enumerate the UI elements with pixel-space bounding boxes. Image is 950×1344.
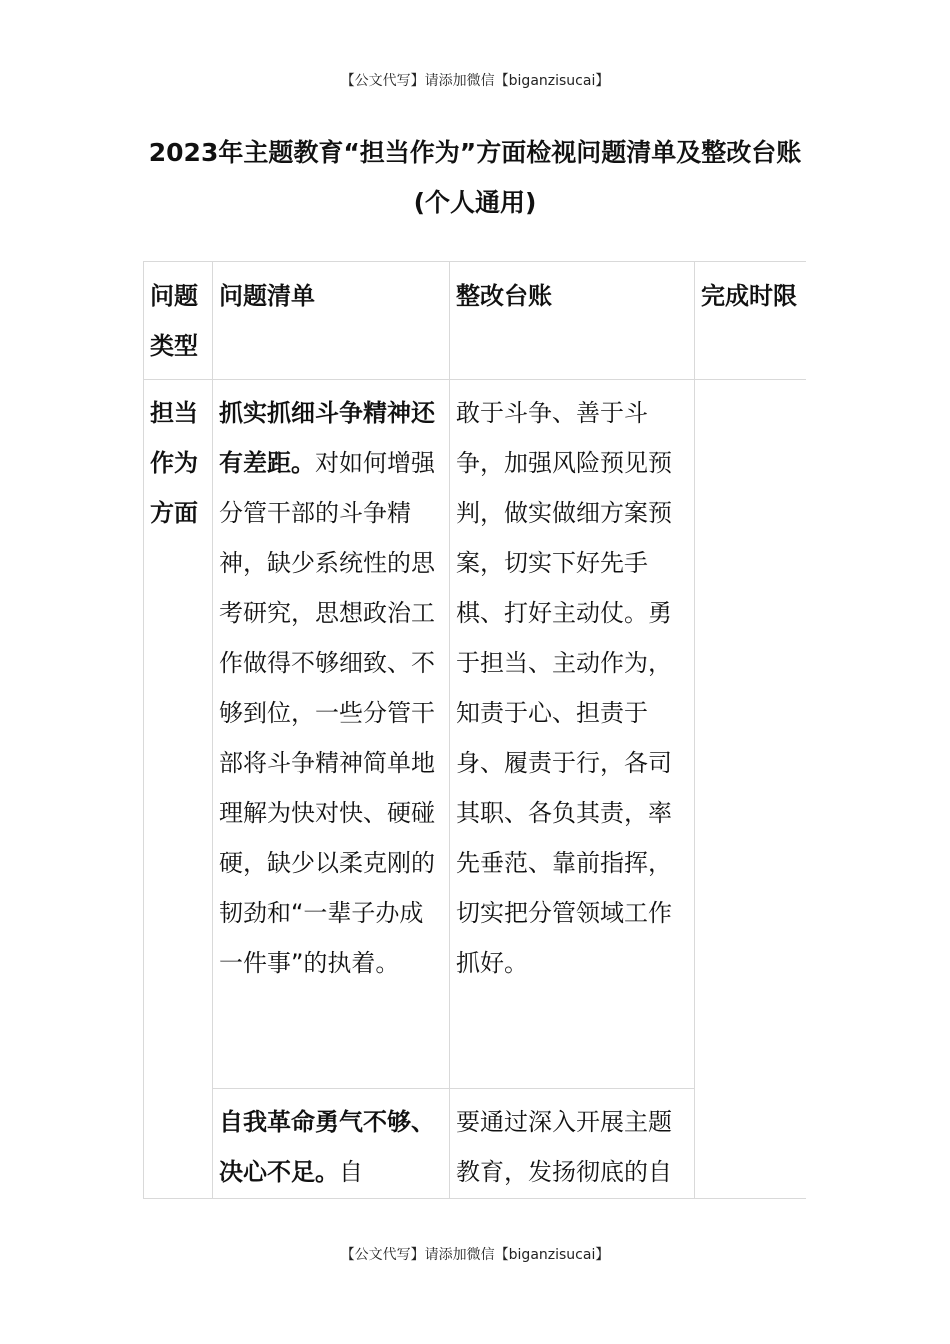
header-problem-list: 问题清单 (213, 262, 450, 380)
category-cell: 担当作为方面 (144, 380, 213, 1200)
footer-watermark-note: 【公文代写】请添加微信【biganzisucai】 (340, 1247, 610, 1263)
problem-detail: 对如何增强分管干部的斗争精神，缺少系统性的思考研究，思想政治工作做得不够细致、不够到位，一些分管干部将斗争精神简单地理解为快对快、硬碰硬，缺少以柔克刚的韧劲和“一辈子办成一件事”的执着。 (219, 449, 435, 977)
problem-detail: 自 (339, 1158, 363, 1186)
problem-lead: 抓实抓细斗争精神还有差距。 (219, 399, 435, 477)
problem-cell (213, 1089, 450, 1200)
problem-lead: 自我革命勇气不够、决心不足。 (219, 1108, 435, 1186)
checklist-table (143, 261, 806, 1199)
rectification-cell: 敢于斗争、善于斗争，加强风险预见预判，做实做细方案预案，切实下好先手棋、打好主动仗。勇于担当、主动作为，知责于心、担责于身、履责于行，各司其职、各负其责，率先垂范、靠前指挥，切实把分管领域工作抓好。 (450, 380, 695, 1089)
header-problem-type: 问题类型 (144, 262, 213, 380)
header-rectification-ledger: 整改台账 (450, 262, 695, 380)
checklist-table-container (143, 261, 806, 1199)
deadline-cell (695, 380, 807, 1200)
table-header-row (144, 262, 807, 380)
rectification-cell: 要通过深入开展主题教育，发扬彻底的自 (450, 1089, 695, 1200)
problem-cell (213, 380, 450, 1089)
document-title: 2023年主题教育“担当作为”方面检视问题清单及整改台账(个人通用) (148, 138, 802, 217)
table-row (144, 380, 807, 1089)
header-deadline: 完成时限 (695, 262, 807, 380)
header-watermark-note: 【公文代写】请添加微信【biganzisucai】 (340, 73, 610, 89)
